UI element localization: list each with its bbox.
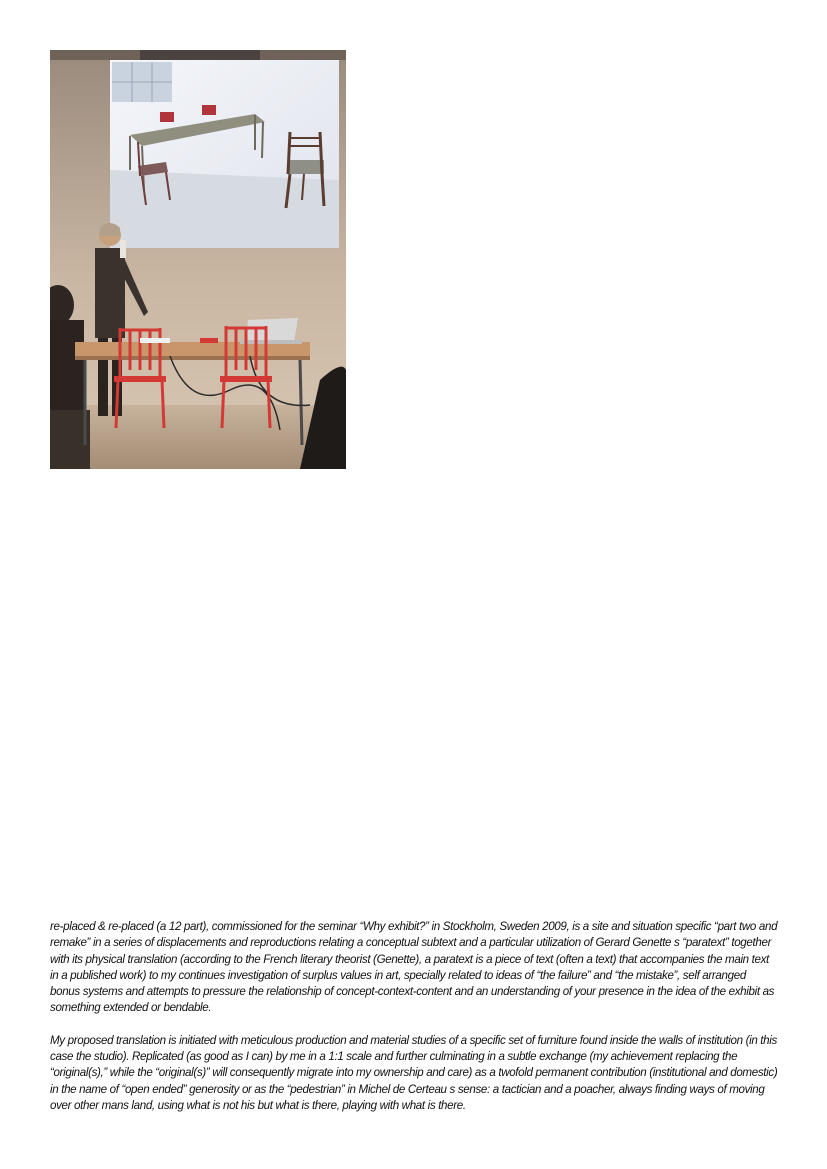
seminar-photo [50, 50, 346, 469]
paragraph-2: My proposed translation is initiated with meticulous production and material studies of a specific set of furniture found inside the walls of institution (in this case the studio). Replicated (as good as I can) by me in a 1:1 scale and further culminating in a subtle exchange (my achievement replacing the “original(s),” while the “original(s)” will consequently migrate into my ownership and care) as a twofold permanent contribution (institutional and domestic) in the name of “open ended” generosity or as the “pedestrian” in Michel de Certeau s sense: a tactician and a poacher, always finding ways of moving over other mans land, using what is not his but what is there, playing with what is there. [50, 1033, 778, 1112]
seminar-photo-illustration [50, 50, 346, 469]
paragraph-1: re-placed & re-placed (a 12 part), commissioned for the seminar “Why exhibit?” in Stockholm, Sweden 2009, is a site and situation specific “part two and remake” in a series of displacements and reproductions relating a conceptual subtext and a particular utilization of Gerard Genette s “paratext” together with its physical translation (according to the French literary theorist (Genette), a paratext is a piece of text (often a text) that accompanies the main text in a published work) to my continues investigation of surplus values in art, specially related to ideas of “the failure” and “the mistake”, self arranged bonus systems and attempts to pressure the relationship of concept-context-content and an understanding of your presence in the idea of the exhibit as something extended or bendable. [50, 920, 778, 1015]
description-text [50, 919, 778, 1114]
